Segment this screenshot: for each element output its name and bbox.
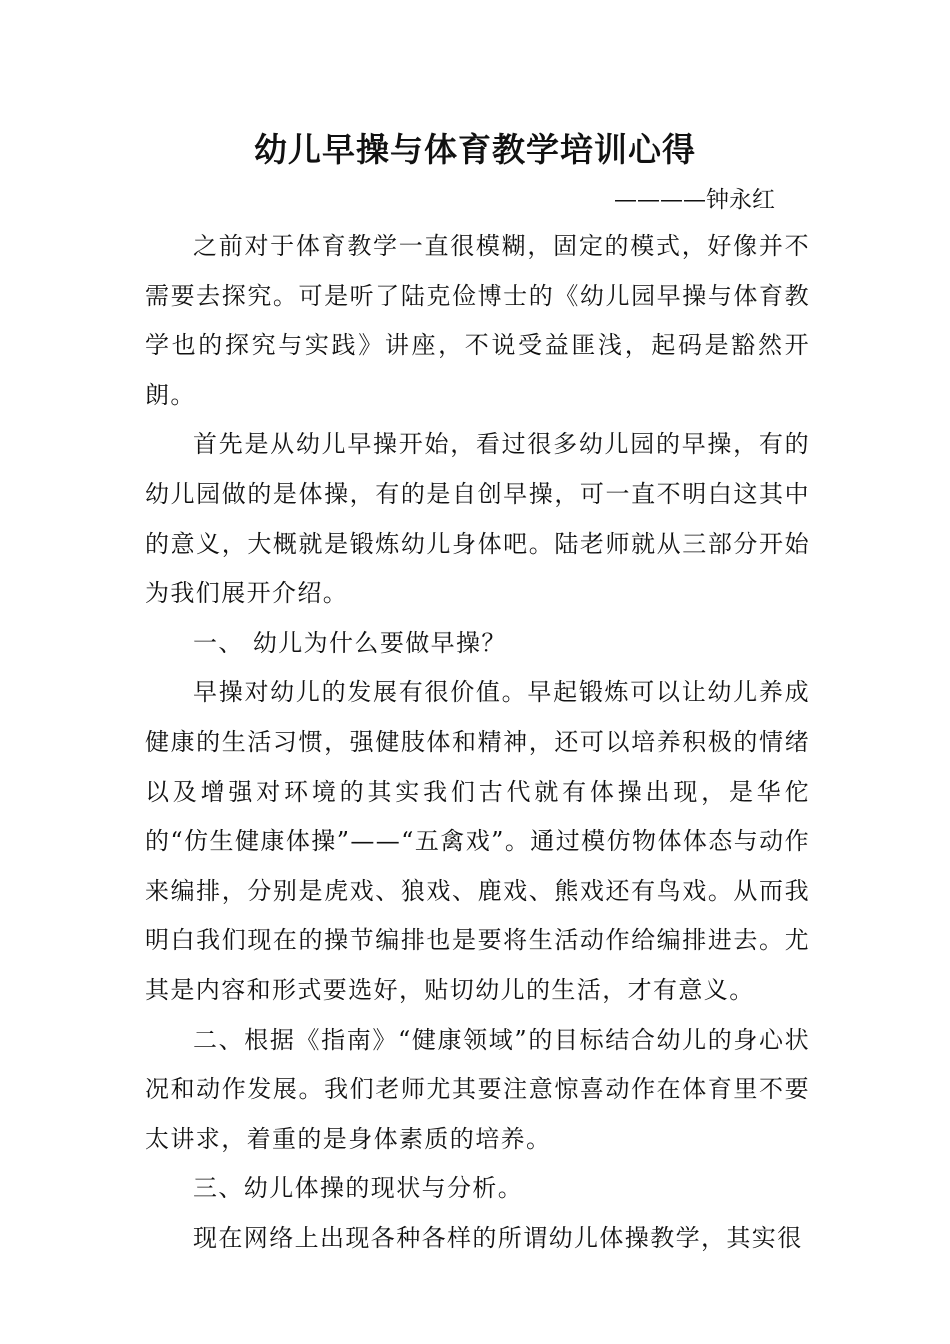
document-body — [145, 222, 810, 1263]
section-heading: 一、 幼儿为什么要做早操？ — [193, 628, 507, 657]
paragraph: 现在网络上出现各种各样的所谓幼儿体操教学，其实很 — [193, 1223, 803, 1252]
paragraph: 二、根据《指南》“健康领域”的目标结合幼儿的身心状况和动作发展。我们老师尤其要注意惊喜动作在体育里不要太讲求，着重的是身体素质的培养。 — [145, 1025, 810, 1153]
paragraph: 早操对幼儿的发展有很价值。早起锻炼可以让幼儿养成健康的生活习惯，强健肢体和精神，还可以培养积极的情绪以及增强对环境的其实我们古代就有体操出现，是华佗的“仿生健康体操”——“五禽戏”。通过模仿物体体态与动作来编排，分别是虎戏、狼戏、鹿戏、熊戏还有鸟戏。从而我明白我们现在的操节编排也是要将生活动作给编排进去。尤其是内容和形式要选好，贴切幼儿的生活，才有意义。 — [145, 678, 810, 1004]
author-line: ————钟永红 — [614, 187, 775, 213]
paragraph: 之前对于体育教学一直很模糊，固定的模式，好像并不需要去探究。可是听了陆克俭博士的《幼儿园早操与体育教学也的探究与实践》讲座，不说受益匪浅，起码是豁然开朗。 — [145, 232, 810, 409]
section-heading: 三、幼儿体操的现状与分析。 — [193, 1174, 524, 1203]
paragraph: 首先是从幼儿早操开始，看过很多幼儿园的早操，有的幼儿园做的是体操，有的是自创早操，可一直不明白这其中的意义，大概就是锻炼幼儿身体吧。陆老师就从三部分开始为我们展开介绍。 — [145, 430, 810, 608]
document-title: 幼儿早操与体育教学培训心得 — [254, 130, 696, 169]
